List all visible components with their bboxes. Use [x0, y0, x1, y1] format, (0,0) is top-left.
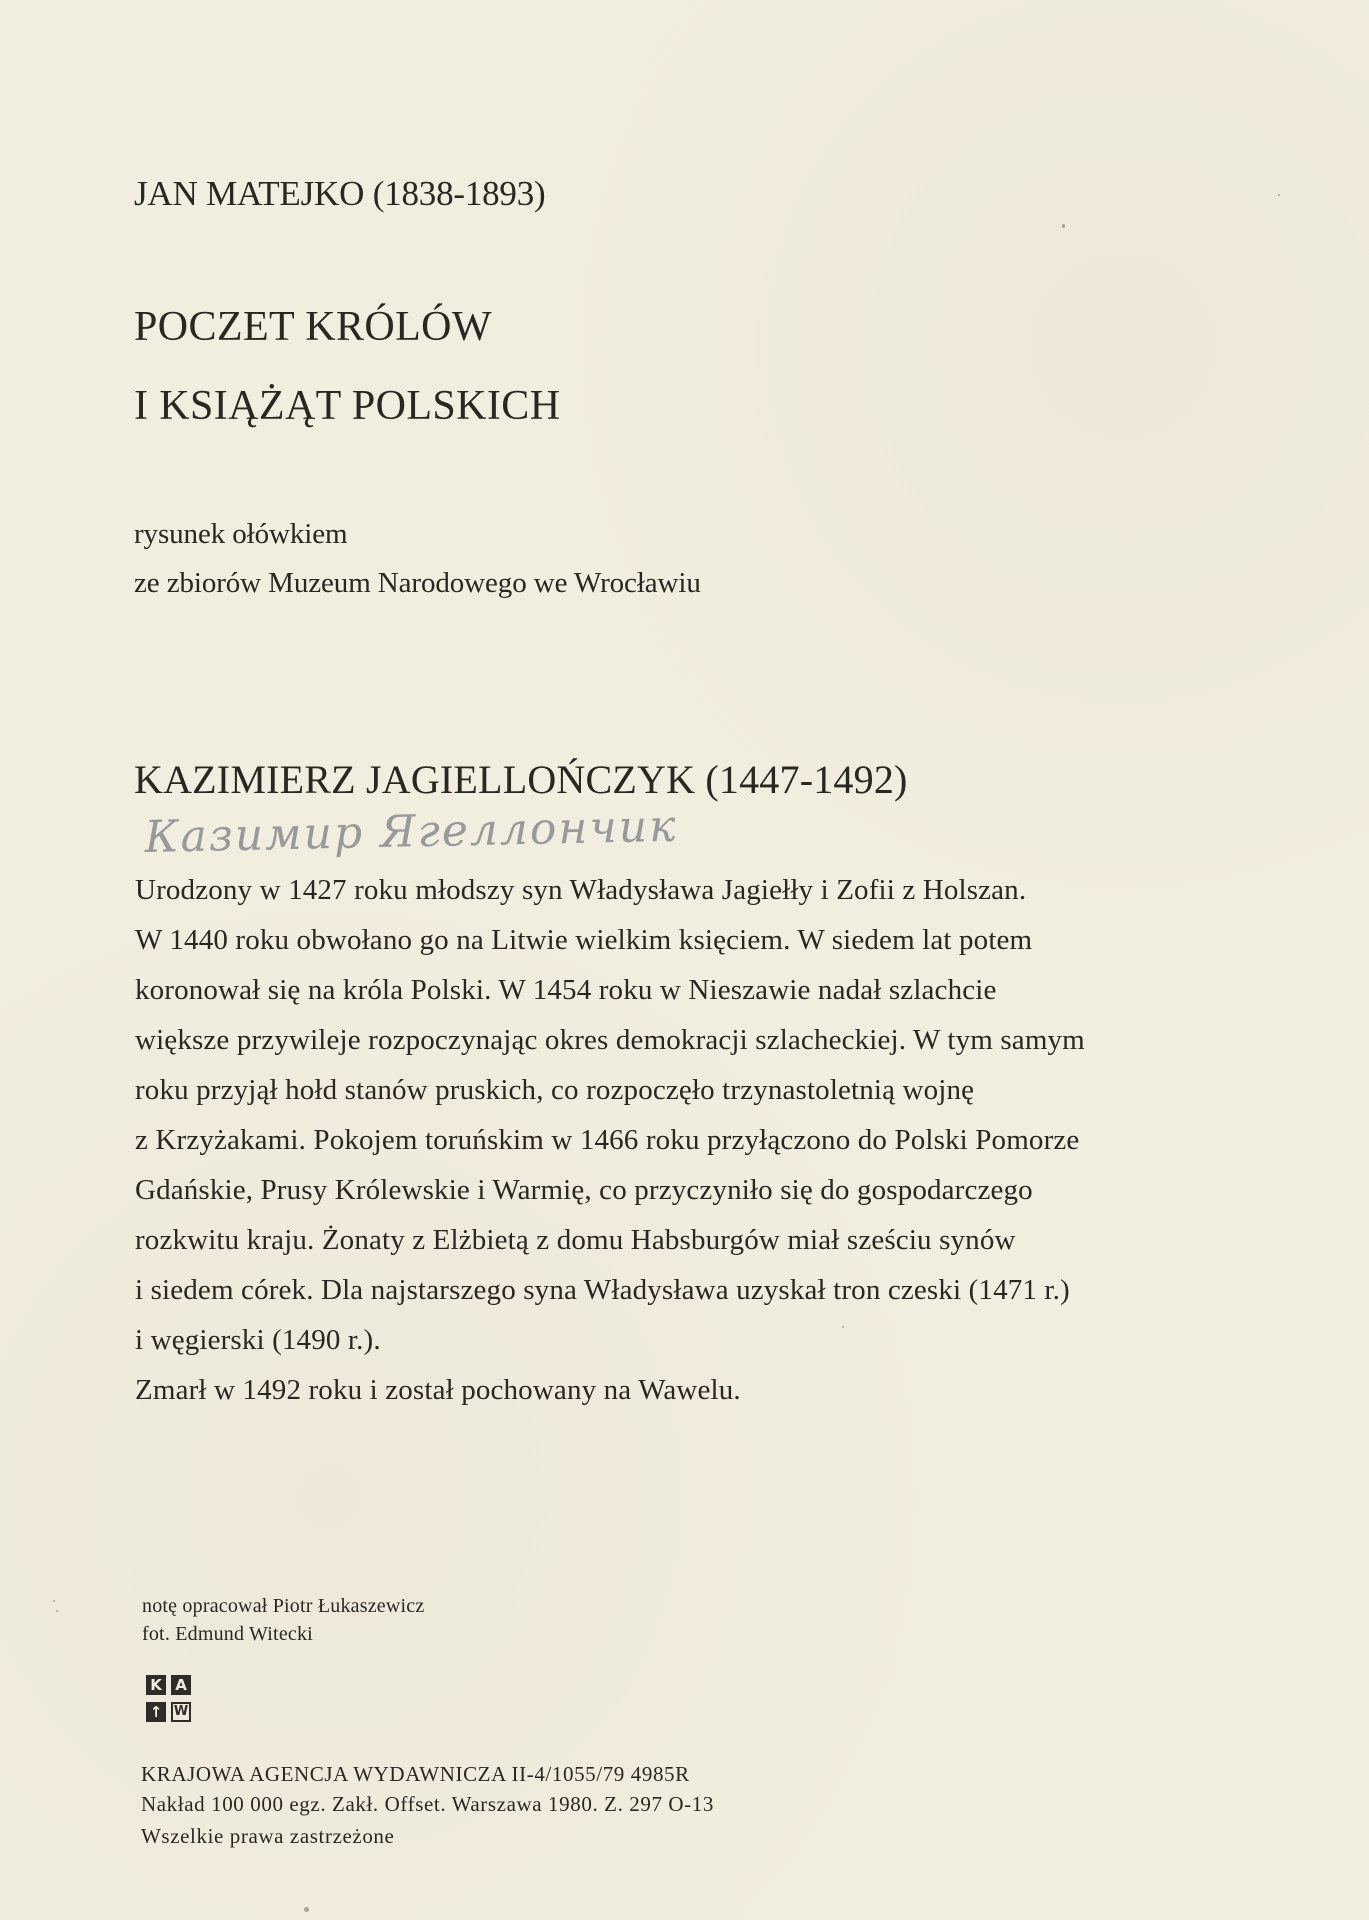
title-line-1: POCZET KRÓLÓW [134, 304, 492, 350]
bio-line-3: koronował się na króla Polski. W 1454 roku w Nieszawie nadał szlachcie [135, 974, 997, 1006]
bio-line-10: i węgierski (1490 r.). [135, 1324, 381, 1356]
subtitle-line-1: rysunek ołówkiem [134, 518, 348, 550]
bio-line-1: Urodzony w 1427 roku młodszy syn Władysława Jagiełły i Zofii z Holszan. [135, 874, 1027, 906]
author-line: JAN MATEJKO (1838-1893) [134, 174, 546, 213]
bio-line-6: z Krzyżakami. Pokojem toruńskim w 1466 roku przyłączono do Polski Pomorze [135, 1124, 1080, 1156]
imprint-line-1: KRAJOWA AGENCJA WYDAWNICZA II-4/1055/79 4985R [141, 1762, 690, 1786]
bio-line-4: większe przywileje rozpoczynając okres demokracji szlacheckiej. W tym samym [135, 1024, 1085, 1056]
imprint-line-3: Wszelkie prawa zastrzeżone [141, 1824, 395, 1848]
bio-line-8: rozkwitu kraju. Żonaty z Elżbietą z domu Habsburgów miał sześciu synów [135, 1224, 1016, 1256]
paper-speck [53, 1600, 55, 1602]
note-credit: notę opracował Piotr Łukaszewicz [142, 1595, 425, 1617]
paper-speck [842, 1326, 844, 1328]
logo-letter-k: K [146, 1675, 166, 1695]
subtitle-line-2: ze zbiorów Muzeum Narodowego we Wrocławiu [134, 567, 701, 599]
title-line-2: I KSIĄŻĄT POLSKICH [134, 383, 561, 429]
handwritten-note: Казимир Ягеллончик [144, 800, 678, 863]
paper-speck [1278, 194, 1280, 196]
paper-speck [1062, 224, 1065, 228]
paper-speck [304, 1907, 309, 1912]
bio-line-9: i siedem córek. Dla najstarszego syna Władysława uzyskał tron czeski (1471 r.) [135, 1274, 1070, 1306]
imprint-line-2: Nakład 100 000 egz. Zakł. Offset. Warszawa 1980. Z. 297 O-13 [141, 1792, 714, 1816]
bio-line-5: roku przyjął hołd stanów pruskich, co rozpoczęło trzynastoletnią wojnę [135, 1074, 975, 1106]
photo-credit: fot. Edmund Witecki [142, 1623, 313, 1645]
logo-arrow-icon: ↑ [146, 1702, 166, 1722]
logo-letter-a: A [171, 1675, 191, 1695]
paper-speck [56, 1610, 58, 1612]
entry-title: KAZIMIERZ JAGIELLOŃCZYK (1447-1492) [134, 757, 908, 802]
publisher-logo [146, 1675, 199, 1730]
bio-line-7: Gdańskie, Prusy Królewskie i Warmię, co przyczyniło się do gospodarczego [135, 1174, 1033, 1206]
bio-line-11: Zmarł w 1492 roku i został pochowany na Wawelu. [135, 1374, 741, 1406]
bio-line-2: W 1440 roku obwołano go na Litwie wielkim księciem. W siedem lat potem [135, 924, 1033, 956]
logo-letter-w: W [171, 1702, 191, 1722]
